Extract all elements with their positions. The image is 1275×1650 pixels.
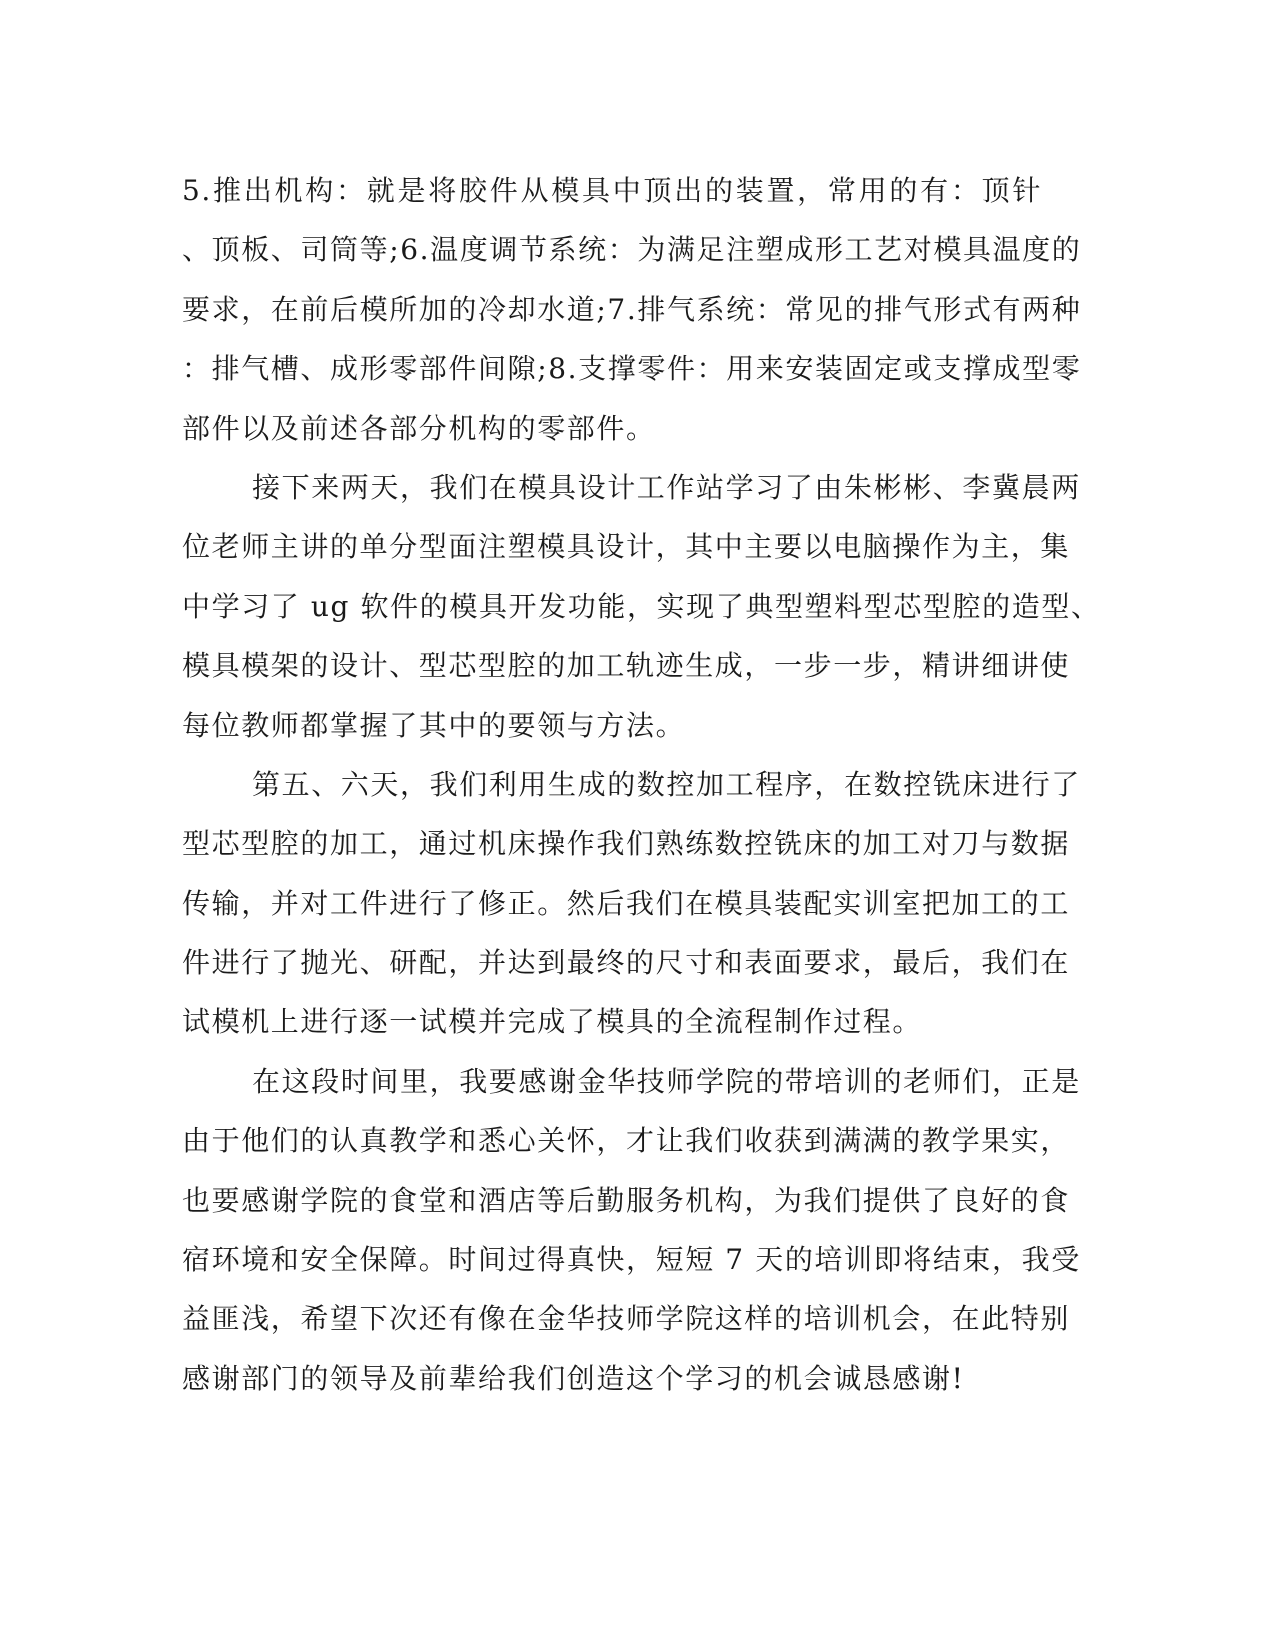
paragraph-4-line-6: 感谢部门的领导及前辈给我们创造这个学习的机会诚恳感谢! xyxy=(182,1361,965,1395)
paragraph-1-line-2: 、顶板、司筒等;6.温度调节系统：为满足注塑成形工艺对模具温度的 xyxy=(182,233,1082,267)
body-text xyxy=(182,161,1101,1408)
paragraph-1-line-3: 要求，在前后模所加的冷却水道;7.排气系统：常见的排气形式有两种 xyxy=(182,292,1082,326)
paragraph-2-line-2: 位老师主讲的单分型面注塑模具设计，其中主要以电脑操作为主，集 xyxy=(182,530,1071,564)
paragraph-3-line-2: 型芯型腔的加工，通过机床操作我们熟练数控铣床的加工对刀与数据 xyxy=(182,827,1071,861)
paragraph-4-line-4: 宿环境和安全保障。时间过得真快，短短 7 天的培训即将结束，我受 xyxy=(182,1243,1081,1277)
paragraph-3-line-4: 件进行了抛光、研配，并达到最终的尺寸和表面要求，最后，我们在 xyxy=(182,946,1071,980)
paragraph-3-line-1: 第五、六天，我们利用生成的数控加工程序，在数控铣床进行了 xyxy=(252,767,1081,801)
paragraph-2-line-5: 每位教师都掌握了其中的要领与方法。 xyxy=(182,708,686,742)
paragraph-4-line-3: 也要感谢学院的食堂和酒店等后勤服务机构，为我们提供了良好的食 xyxy=(182,1183,1071,1217)
paragraph-4-line-1: 在这段时间里，我要感谢金华技师学院的带培训的老师们，正是 xyxy=(252,1064,1081,1098)
paragraph-3-line-5: 试模机上进行逐一试模并完成了模具的全流程制作过程。 xyxy=(182,1005,923,1039)
paragraph-1-line-1: 5.推出机构：就是将胶件从模具中顶出的装置，常用的有：顶针 xyxy=(182,174,1042,207)
paragraph-3-line-3: 传输，并对工件进行了修正。然后我们在模具装配实训室把加工的工 xyxy=(182,886,1071,920)
paragraph-2-line-3: 中学习了 ug 软件的模具开发功能，实现了典型塑料型芯型腔的造型、 xyxy=(182,589,1101,623)
paragraph-2-line-4: 模具模架的设计、型芯型腔的加工轨迹生成，一步一步，精讲细讲使 xyxy=(182,649,1071,683)
paragraph-4-line-5: 益匪浅，希望下次还有像在金华技师学院这样的培训机会，在此特别 xyxy=(182,1302,1071,1336)
paragraph-2-line-1: 接下来两天，我们在模具设计工作站学习了由朱彬彬、李冀晨两 xyxy=(252,470,1081,504)
paragraph-4-line-2: 由于他们的认真教学和悉心关怀，才让我们收获到满满的教学果实， xyxy=(182,1124,1071,1158)
paragraph-1-line-4: ：排气槽、成形零部件间隙;8.支撑零件：用来安装固定或支撑成型零 xyxy=(182,352,1082,386)
paragraph-1-line-5: 部件以及前述各部分机构的零部件。 xyxy=(182,411,656,445)
